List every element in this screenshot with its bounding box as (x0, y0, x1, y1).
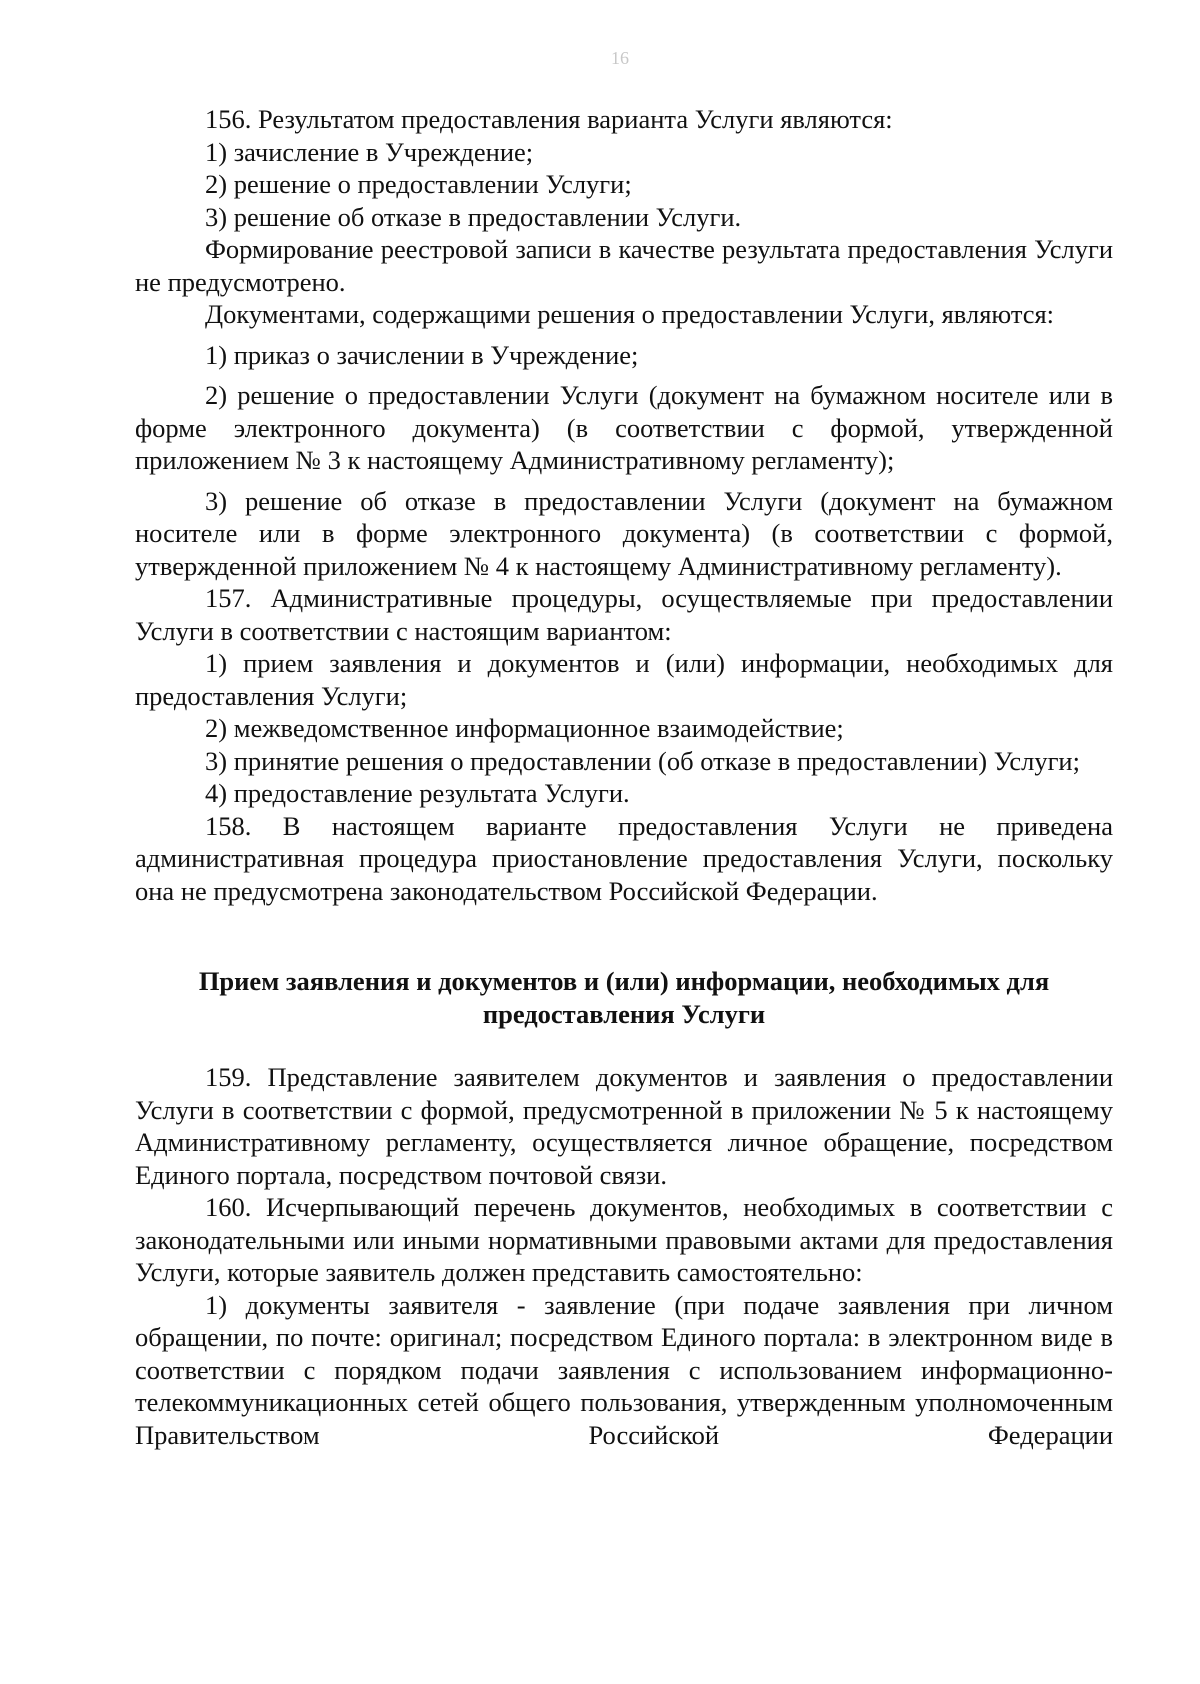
list-item: 3) решение об отказе в предоставлении Услуги (документ на бумажном носителе или в форме электронного документа) (в соответствии с формой, утвержденной приложением № 4 к настоящему Административному регламенту). (135, 485, 1113, 581)
paragraph-156: 156. Результатом предоставления варианта Услуги являются: (205, 104, 893, 134)
list-item: 2) решение о предоставлении Услуги (документ на бумажном носителе или в форме электронного документа) (в соответствии с формой, утвержденной приложением № 3 к настоящему Административному регламенту); (135, 380, 1113, 475)
document-body (135, 103, 1113, 1451)
paragraph: Формирование реестровой записи в качестве результата предоставления Услуги не предусмотрено. (135, 234, 1113, 297)
list-item: 2) межведомственное информационное взаимодействие; (205, 713, 844, 743)
paragraph-160: 160. Исчерпывающий перечень документов, необходимых в соответствии с законодательными или иными нормативными правовыми актами для предоставления Услуги, которые заявитель должен представить самостоятельно: (135, 1192, 1113, 1287)
paragraph-block-b (135, 1061, 1113, 1451)
list-item: 1) прием заявления и документов и (или) информации, необходимых для предоставления Услуги; (135, 648, 1113, 711)
list-item: 1) зачисление в Учреждение; (205, 136, 534, 167)
list-item: 1) документы заявителя - заявление (при подаче заявления при личном обращении, по почте: оригинал; посредством Единого портала: в электронном виде в соответствии с порядком подачи заявления с использованием информационно-телекоммуникационных сетей общего пользования, утвержденным уполномоченным Правительством Российской Федерации (135, 1289, 1113, 1450)
paragraph-158: 158. В настоящем варианте предоставления Услуги не приведена административная процедура приостановление предоставления Услуги, поскольку она не предусмотрена законодательством Российской Федерации. (135, 810, 1113, 906)
paragraph-block-a (135, 103, 1113, 907)
paragraph: Документами, содержащими решения о предоставлении Услуги, являются: (205, 299, 1055, 329)
page-number: 16 (611, 48, 629, 68)
paragraph-159: 159. Представление заявителем документов и заявления о предоставлении Услуги в соответствии с формой, предусмотренной в приложении № 5 к настоящему Административному регламенту, осуществляется личное обращение, посредством Единого портала, посредством почтовой связи. (135, 1062, 1113, 1190)
paragraph-157: 157. Административные процедуры, осуществляемые при предоставлении Услуги в соответствии с настоящим вариантом: (135, 583, 1113, 646)
list-item: 3) решение об отказе в предоставлении Услуги. (205, 201, 742, 232)
list-item: 3) принятие решения о предоставлении (об отказе в предоставлении) Услуги; (205, 745, 1080, 776)
list-item: 2) решение о предоставлении Услуги; (205, 169, 632, 199)
section-heading: Прием заявления и документов и (или) информации, необходимых для предоставления Услуги (198, 966, 1050, 1029)
list-item: 4) предоставление результата Услуги. (205, 778, 630, 808)
list-item: 1) приказ о зачислении в Учреждение; (205, 339, 639, 370)
